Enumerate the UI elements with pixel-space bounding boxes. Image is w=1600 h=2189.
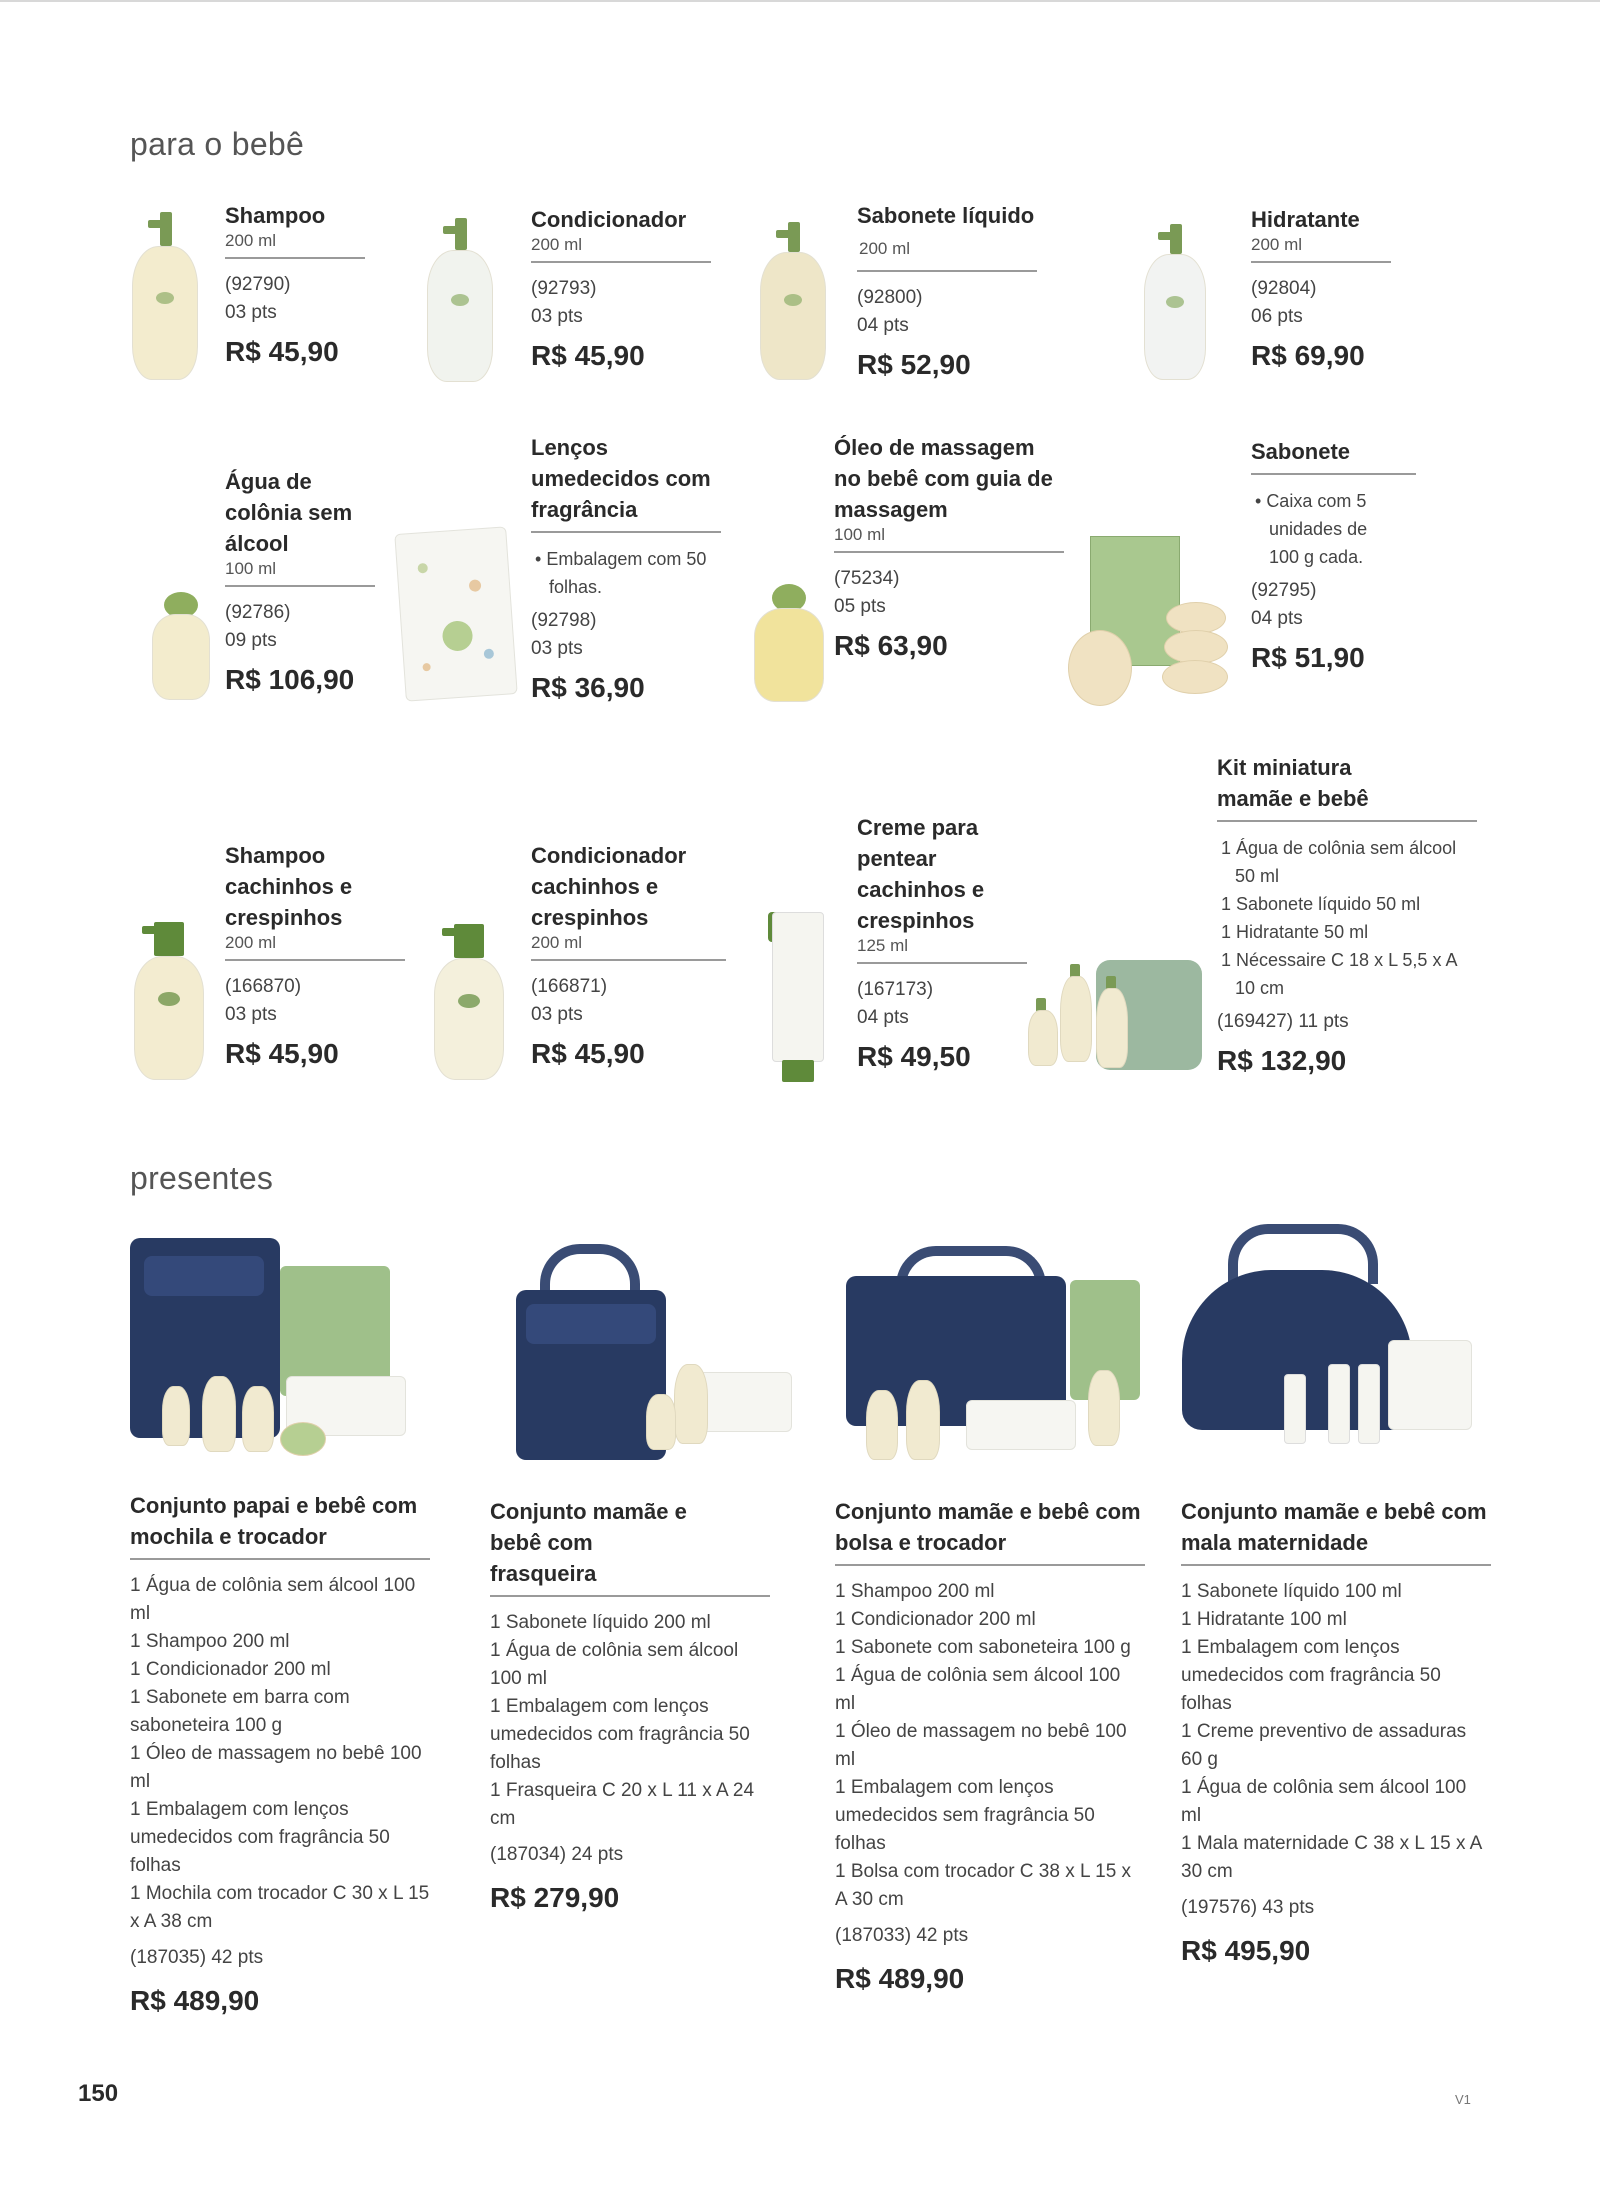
product-size: 100 ml xyxy=(225,559,277,578)
gift-name: Conjunto mamãe e bebê com mala maternidade xyxy=(1181,1499,1487,1555)
gift-item: 1 Mala maternidade C 38 x L 15 x A 30 cm xyxy=(1181,1833,1482,1882)
product-size: 200 ml xyxy=(531,235,583,254)
liquid-soap-bottle-image xyxy=(758,222,828,382)
product-name: Creme para pentear cachinhos e crespinhos xyxy=(857,815,985,933)
product-size: 200 ml xyxy=(225,933,277,952)
gift-item: 1 Embalagem com lenços umedecidos sem fragrância 50 folhas xyxy=(835,1777,1095,1854)
kit-item: 1 Hidratante 50 ml xyxy=(1221,922,1369,942)
styling-cream-tube-image xyxy=(768,912,828,1084)
product-code: (92790) xyxy=(225,274,291,295)
gift-item: 1 Embalagem com lenços umedecidos com fragrância 50 folhas xyxy=(490,1696,750,1773)
product-points: 09 pts xyxy=(225,630,277,651)
gift-item: 1 Embalagem com lenços umedecidos com fragrância 50 folhas xyxy=(130,1799,390,1876)
gift-price: R$ 279,90 xyxy=(490,1882,620,1913)
gift-name: Conjunto papai e bebê com mochila e trocador xyxy=(130,1493,418,1549)
product-price: R$ 45,90 xyxy=(225,1038,339,1069)
product-size: 200 ml xyxy=(1251,235,1303,254)
gift-item: 1 Mochila com trocador C 30 x L 15 x A 38 cm xyxy=(130,1883,430,1932)
product-mini-kit xyxy=(1217,752,1477,1082)
product-size: 125 ml xyxy=(857,936,909,955)
gift-mamae-bebe-frasqueira xyxy=(490,1496,770,1919)
gift-price: R$ 495,90 xyxy=(1181,1935,1311,1966)
gift-item: 1 Shampoo 200 ml xyxy=(130,1631,290,1652)
product-points: 03 pts xyxy=(225,302,277,323)
product-points: 03 pts xyxy=(531,638,583,659)
product-price: R$ 106,90 xyxy=(225,664,355,695)
product-name: Shampoo xyxy=(225,203,326,228)
product-code: (166870) xyxy=(225,976,302,997)
product-code: (75234) xyxy=(834,568,900,589)
gift-item: 1 Sabonete com saboneteira 100 g xyxy=(835,1637,1131,1658)
gift-price: R$ 489,90 xyxy=(835,1963,965,1994)
divider xyxy=(835,1564,1145,1566)
divider xyxy=(531,959,726,961)
divider xyxy=(531,261,711,263)
product-price: R$ 45,90 xyxy=(531,340,645,371)
divider xyxy=(1251,473,1416,475)
gift-item-list xyxy=(130,1572,430,1936)
backpack-set-image xyxy=(110,1226,430,1476)
gift-item: 1 Água de colônia sem álcool 100 ml xyxy=(490,1640,739,1689)
product-name xyxy=(857,200,1037,264)
gift-item: 1 Embalagem com lenços umedecidos com fragrância 50 folhas xyxy=(1181,1637,1441,1714)
product-bullets xyxy=(531,545,721,601)
gift-item-list xyxy=(1181,1578,1491,1886)
product-cologne xyxy=(225,466,375,701)
product-bullets xyxy=(1251,487,1381,571)
kit-item: 1 Água de colônia sem álcool 50 ml xyxy=(1221,838,1457,886)
gift-item: 1 Creme preventivo de assaduras 60 g xyxy=(1181,1721,1467,1770)
gift-item: 1 Água de colônia sem álcool 100 ml xyxy=(1181,1777,1467,1826)
gift-item: 1 Condicionador 200 ml xyxy=(835,1609,1036,1630)
kit-item: 1 Nécessaire C 18 x L 5,5 x A 10 cm xyxy=(1221,950,1457,998)
product-code: (92804) xyxy=(1251,278,1317,299)
divider xyxy=(225,959,405,961)
product-conditioner xyxy=(531,204,711,377)
product-size: 200 ml xyxy=(531,933,583,952)
bullet-item: • Caixa com 5 unidades de 100 g cada. xyxy=(1255,491,1368,567)
product-price: R$ 63,90 xyxy=(834,630,948,661)
divider xyxy=(225,585,375,587)
product-bar-soap xyxy=(1251,436,1416,679)
gift-item: 1 Sabonete líquido 100 ml xyxy=(1181,1581,1402,1602)
diaper-bag-set-image xyxy=(826,1240,1156,1480)
curly-shampoo-bottle-image xyxy=(132,922,206,1082)
product-moisturizer xyxy=(1251,204,1391,377)
section-title-baby: para o bebê xyxy=(130,126,305,162)
gift-papai-bebe-mochila xyxy=(130,1490,430,2022)
version-mark: V1 xyxy=(1455,2092,1471,2107)
product-price: R$ 132,90 xyxy=(1217,1045,1347,1076)
top-border xyxy=(0,0,1600,2)
product-code: (92800) xyxy=(857,287,923,308)
product-name-text: Sabonete líquido xyxy=(857,203,1035,228)
gift-item: 1 Água de colônia sem álcool 100 ml xyxy=(130,1575,416,1624)
product-points: 03 pts xyxy=(531,1004,583,1025)
cologne-bottle-image xyxy=(150,592,212,702)
product-shampoo xyxy=(225,200,365,373)
product-price: R$ 45,90 xyxy=(225,336,339,367)
product-massage-oil xyxy=(834,432,1064,667)
kit-item-list xyxy=(1217,834,1477,1002)
product-size: 200 ml xyxy=(225,231,277,250)
gift-item-list xyxy=(835,1578,1145,1914)
gift-item: 1 Bolsa com trocador C 38 x L 15 x A 30 cm xyxy=(835,1861,1132,1910)
divider xyxy=(130,1558,430,1560)
gift-code: (187035) 42 pts xyxy=(130,1947,264,1968)
product-name: Óleo de massagem no bebê com guia de massagem xyxy=(834,435,1053,522)
moisturizer-bottle-image xyxy=(1142,224,1208,382)
product-name: Shampoo cachinhos e crespinhos xyxy=(225,843,353,930)
product-name: Condicionador cachinhos e crespinhos xyxy=(531,843,687,930)
product-liquid-soap xyxy=(857,200,1037,386)
gift-name: Conjunto mamãe e bebê com frasqueira xyxy=(490,1499,687,1586)
product-code: (92795) xyxy=(1251,580,1317,601)
divider xyxy=(490,1595,770,1597)
product-styling-cream xyxy=(857,812,1027,1078)
gift-price: R$ 489,90 xyxy=(130,1985,260,2016)
product-code: (167173) xyxy=(857,979,934,1000)
divider xyxy=(834,551,1064,553)
gift-mamae-bebe-mala xyxy=(1181,1496,1491,1972)
soap-box-image xyxy=(1068,530,1238,710)
gift-item: 1 Água de colônia sem álcool 100 ml xyxy=(835,1665,1121,1714)
page-number: 150 xyxy=(78,2080,119,2107)
product-price: R$ 51,90 xyxy=(1251,642,1365,673)
bullet-text: Embalagem com 50 folhas. xyxy=(546,549,707,597)
product-points: 04 pts xyxy=(1251,608,1303,629)
gift-item: 1 Sabonete em barra com saboneteira 100 g xyxy=(130,1687,350,1736)
product-curly-shampoo xyxy=(225,840,405,1075)
divider xyxy=(857,962,1027,964)
product-price: R$ 36,90 xyxy=(531,672,645,703)
product-price: R$ 69,90 xyxy=(1251,340,1365,371)
divider xyxy=(531,531,721,533)
massage-oil-bottle-image xyxy=(752,584,826,704)
gift-item: 1 Frasqueira C 20 x L 11 x A 24 cm xyxy=(490,1780,755,1829)
gift-name: Conjunto mamãe e bebê com bolsa e trocador xyxy=(835,1499,1141,1555)
product-name: Kit miniatura mamãe e bebê xyxy=(1217,755,1369,811)
product-code: (92786) xyxy=(225,602,291,623)
product-points: 03 pts xyxy=(225,1004,277,1025)
frasqueira-set-image xyxy=(450,1234,810,1484)
product-code: (92793) xyxy=(531,278,597,299)
product-code: (92798) xyxy=(531,610,597,631)
divider xyxy=(1217,820,1477,822)
gift-item: 1 Condicionador 200 ml xyxy=(130,1659,331,1680)
product-size: 200 ml xyxy=(859,239,911,258)
curly-conditioner-bottle-image xyxy=(432,924,506,1082)
product-name: Hidratante xyxy=(1251,207,1360,232)
product-price: R$ 52,90 xyxy=(857,349,971,380)
product-price: R$ 45,90 xyxy=(531,1038,645,1069)
bullet-item: • Embalagem com 50 folhas. xyxy=(535,549,707,597)
product-code: (166871) xyxy=(531,976,608,997)
gift-item: 1 Óleo de massagem no bebê 100 ml xyxy=(130,1743,422,1792)
product-points: 04 pts xyxy=(857,315,909,336)
shampoo-bottle-image xyxy=(130,212,200,382)
divider xyxy=(1181,1564,1491,1566)
maternity-bag-set-image xyxy=(1178,1224,1478,1474)
gift-code: (187033) 42 pts xyxy=(835,1925,969,1946)
product-points: 03 pts xyxy=(531,306,583,327)
gift-mamae-bebe-bolsa xyxy=(835,1496,1145,2000)
kit-item: 1 Sabonete líquido 50 ml xyxy=(1221,894,1421,914)
divider xyxy=(857,270,1037,272)
gift-code: (187034) 24 pts xyxy=(490,1844,624,1865)
mini-kit-image xyxy=(1026,954,1206,1084)
gift-item: 1 Óleo de massagem no bebê 100 ml xyxy=(835,1721,1127,1770)
product-name: Sabonete xyxy=(1251,439,1351,464)
gift-item: 1 Hidratante 100 ml xyxy=(1181,1609,1347,1630)
divider xyxy=(225,257,365,259)
product-name: Condicionador xyxy=(531,207,687,232)
product-points: 05 pts xyxy=(834,596,886,617)
product-curly-conditioner xyxy=(531,840,726,1075)
gift-item: 1 Shampoo 200 ml xyxy=(835,1581,995,1602)
wipes-package-image xyxy=(394,526,517,701)
product-code: (169427) 11 pts xyxy=(1217,1011,1349,1032)
product-size: 100 ml xyxy=(834,525,886,544)
product-points: 04 pts xyxy=(857,1007,909,1028)
conditioner-bottle-image xyxy=(425,218,495,384)
product-name: Água de colônia sem álcool xyxy=(225,469,353,556)
section-title-gifts: presentes xyxy=(130,1160,274,1196)
product-points: 06 pts xyxy=(1251,306,1303,327)
divider xyxy=(1251,261,1391,263)
bullet-text: Caixa com 5 unidades de 100 g cada. xyxy=(1266,491,1368,567)
gift-code: (197576) 43 pts xyxy=(1181,1897,1315,1918)
product-name: Lenços umedecidos com fragrância xyxy=(531,435,711,522)
product-wipes xyxy=(531,432,721,709)
product-price: R$ 49,50 xyxy=(857,1041,971,1072)
gift-item: 1 Sabonete líquido 200 ml xyxy=(490,1612,711,1633)
gift-item-list xyxy=(490,1609,770,1833)
